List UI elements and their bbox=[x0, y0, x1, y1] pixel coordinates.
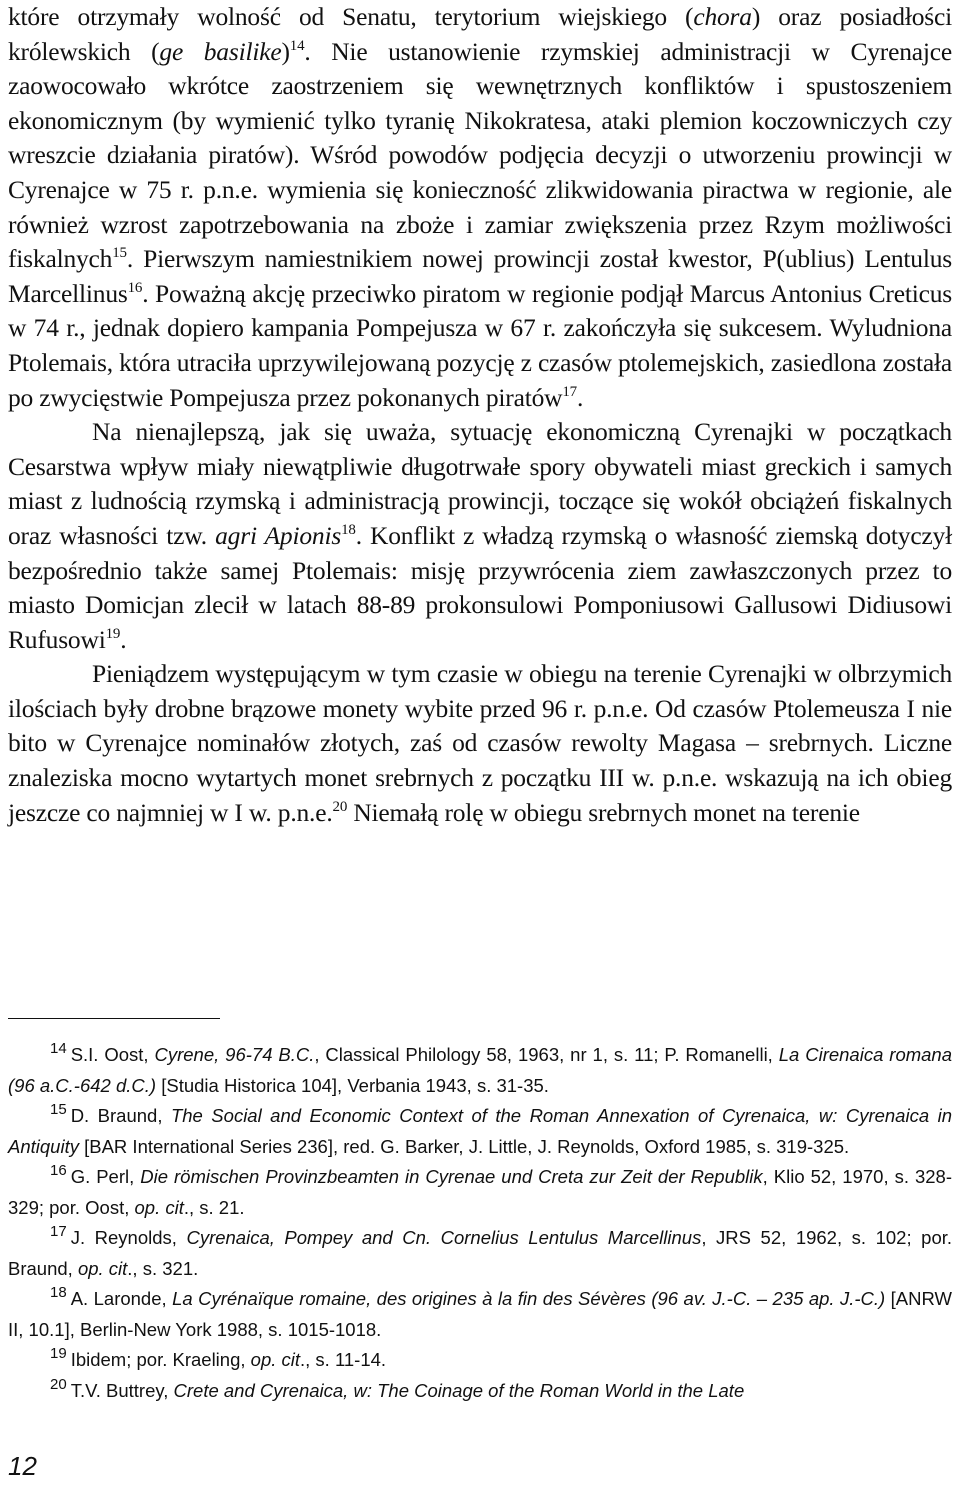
footnote-ref[interactable]: 16 bbox=[127, 279, 143, 296]
text-run: , Klio 52, 1970, s. 328-329; por. Oost, bbox=[8, 1166, 952, 1218]
text-run: D. Braund, bbox=[70, 1105, 171, 1126]
footnote-number: 18 bbox=[50, 1284, 67, 1301]
paragraph-1 bbox=[8, 0, 952, 415]
italic-title: op. cit bbox=[134, 1196, 184, 1218]
text-run: [ANRW II, 10.1], Berlin-New York 1988, s. 1015-1018. bbox=[8, 1288, 952, 1340]
text-run: G. Perl, bbox=[70, 1166, 141, 1187]
footnote-20 bbox=[8, 1376, 952, 1407]
italic-term: ge basilike bbox=[159, 36, 282, 66]
text-run: Ibidem; por. Kraeling, bbox=[70, 1349, 251, 1370]
footnote-number: 17 bbox=[50, 1223, 67, 1240]
italic-term: chora bbox=[693, 2, 752, 31]
paragraph-2 bbox=[8, 415, 952, 657]
text-run: . Pierwszym namiestnikiem nowej prowincji został kwestor, P(ublius) Lentulus Marcellinus bbox=[8, 244, 952, 308]
text-run: . Nie ustanowienie rzymskiej administracji w Cyrenajce zaowocowało wkrótce zaostrzeniem się wewnętrznych konfliktów i spustoszeniem ekonomicznym (by wymienić tylko tyranię Nikokratesa, ataki plemion koczowniczych czy wreszcie działania piratów). Wśród powodów podjęcia decyzji o utworzeniu prowincji w Cyrenajce w 75 r. p.n.e. wymienia się konieczność zlikwidowania piractwa w regionie, ale również wzrost zapotrzebowania na zboże i zamiar zwiększenia przez Rzym możliwości fiskalnych bbox=[8, 36, 952, 274]
footnote-19 bbox=[8, 1345, 952, 1376]
italic-term: agri Apionis bbox=[215, 520, 342, 550]
text-run: , Classical Philology 58, 1963, nr 1, s. 11; P. Romanelli, bbox=[314, 1044, 779, 1065]
text-run: . bbox=[120, 624, 127, 654]
text-run: T.V. Buttrey, bbox=[70, 1379, 174, 1401]
italic-title: Cyrenaica, Pompey and Cn. Cornelius Lentulus Marcellinus bbox=[186, 1227, 702, 1248]
text-run: Niemałą rolę w obiegu srebrnych monet na terenie bbox=[347, 797, 860, 827]
italic-title: La Cyrénaïque romaine, des origines à la fin des Sévères (96 av. J.-C. – 235 ap. J.-C.) bbox=[172, 1288, 886, 1309]
italic-title: Cyrene, 96-74 B.C. bbox=[154, 1044, 315, 1065]
footnote-15 bbox=[8, 1101, 952, 1162]
text-run: . Poważną akcję przeciwko piratom w regionie podjął Marcus Antonius Creticus w 74 r., jednak dopiero kampania Pompejusza w 67 r. zakończyła się sukcesem. Wyludniona Ptolemais, która utraciła uprzywilejowaną pozycję z czasów ptolemejskich, zasiedlona została po zwycięstwie Pompejusza przez pokonanych piratów bbox=[8, 278, 952, 412]
footnote-ref[interactable]: 19 bbox=[105, 625, 121, 642]
text-run: . Konflikt z władzą rzymską o własność ziemską dotyczył bezpośrednio także samej Ptolemais: misję przywrócenia ziem zawłaszczonych przez to miasto Domicjan zlecił w latach 88-89 prokonsulowi Pomponiusowi Gallusowi Didiusowi Rufusowi bbox=[8, 520, 952, 654]
text-run: [Studia Historica 104], Verbania 1943, s. 31-35. bbox=[156, 1074, 549, 1096]
footnote-separator bbox=[8, 1018, 220, 1019]
footnote-ref[interactable]: 15 bbox=[112, 245, 127, 262]
text-run: ., s. 11-14. bbox=[300, 1349, 387, 1370]
paragraph-3 bbox=[8, 657, 952, 830]
main-text bbox=[8, 0, 952, 830]
text-run: [BAR International Series 236], red. G. Barker, J. Little, J. Reynolds, Oxford 1985, s. 319-325. bbox=[78, 1135, 850, 1157]
document-page bbox=[8, 0, 952, 1500]
footnote-ref[interactable]: 20 bbox=[332, 798, 348, 815]
footnote-18 bbox=[8, 1284, 952, 1345]
footnote-number: 14 bbox=[50, 1040, 67, 1057]
footnote-number: 20 bbox=[50, 1375, 67, 1393]
text-run: Pieniądzem występującym w tym czasie w obiegu na terenie Cyrenajki w olbrzymich ilościach były drobne brązowe monety wybite przed 96 r. p.n.e. Od czasów Ptolemeusza I nie bito w Cyrenajce nominałów złotych, zaś od czasów rewolty Magasa – srebrnych. Liczne znaleziska mocno wytartych monet srebrnych z początku III w. p.n.e. wskazują na ich obieg jeszcze co najmniej w I w. p.n.e. bbox=[8, 659, 952, 827]
footnote-17 bbox=[8, 1223, 952, 1284]
footnote-ref[interactable]: 17 bbox=[562, 383, 577, 400]
page-number: 12 bbox=[8, 1451, 37, 1481]
text-run: . bbox=[576, 382, 584, 412]
footnote-16 bbox=[8, 1162, 952, 1223]
footnote-number: 15 bbox=[50, 1101, 67, 1118]
text-run: ) oraz posiadłości królewskich ( bbox=[8, 2, 953, 66]
footnote-number: 16 bbox=[50, 1162, 67, 1179]
footnotes bbox=[8, 1040, 952, 1406]
text-run: J. Reynolds, bbox=[70, 1227, 187, 1248]
italic-title: op. cit bbox=[250, 1349, 301, 1370]
italic-title: La Cirenaica romana (96 a.C.-642 d.C.) bbox=[8, 1044, 953, 1096]
footnote-ref[interactable]: 14 bbox=[289, 37, 305, 54]
text-run: ., s. 21. bbox=[183, 1196, 245, 1218]
footnote-number: 19 bbox=[50, 1345, 67, 1362]
italic-title: The Social and Economic Context of the Roman Annexation of Cyrenaica, w: Cyrenaica in Antiquity bbox=[8, 1105, 952, 1157]
text-run: A. Laronde, bbox=[70, 1288, 173, 1309]
text-run: Na nienajlepszą, jak się uważa, sytuację ekonomiczną Cyrenajki w początkach Cesarstwa wpływ miały niewątpliwie długotrwałe spory obywateli miast greckich i samych miast z ludnością rzymską i administracją prowincji, toczące się wokół obciążeń fiskalnych oraz własności tzw. bbox=[8, 417, 952, 550]
text-run: , JRS 52, 1962, s. 102; por. Braund, bbox=[8, 1227, 953, 1279]
text-run: które otrzymały wolność od Senatu, terytorium wiejskiego ( bbox=[8, 2, 694, 31]
footnote-14 bbox=[8, 1040, 952, 1101]
text-run: ) bbox=[281, 36, 290, 66]
italic-title: Die römischen Provinzbeamten in Cyrenae und Creta zur Zeit der Republik bbox=[140, 1166, 763, 1187]
text-run: ., s. 321. bbox=[127, 1257, 199, 1279]
italic-title: op. cit bbox=[77, 1257, 128, 1279]
text-run: S.I. Oost, bbox=[70, 1044, 155, 1065]
footnote-ref[interactable]: 18 bbox=[341, 521, 356, 538]
italic-title: Crete and Cyrenaica, w: The Coinage of the Roman World in the Late bbox=[173, 1379, 745, 1401]
